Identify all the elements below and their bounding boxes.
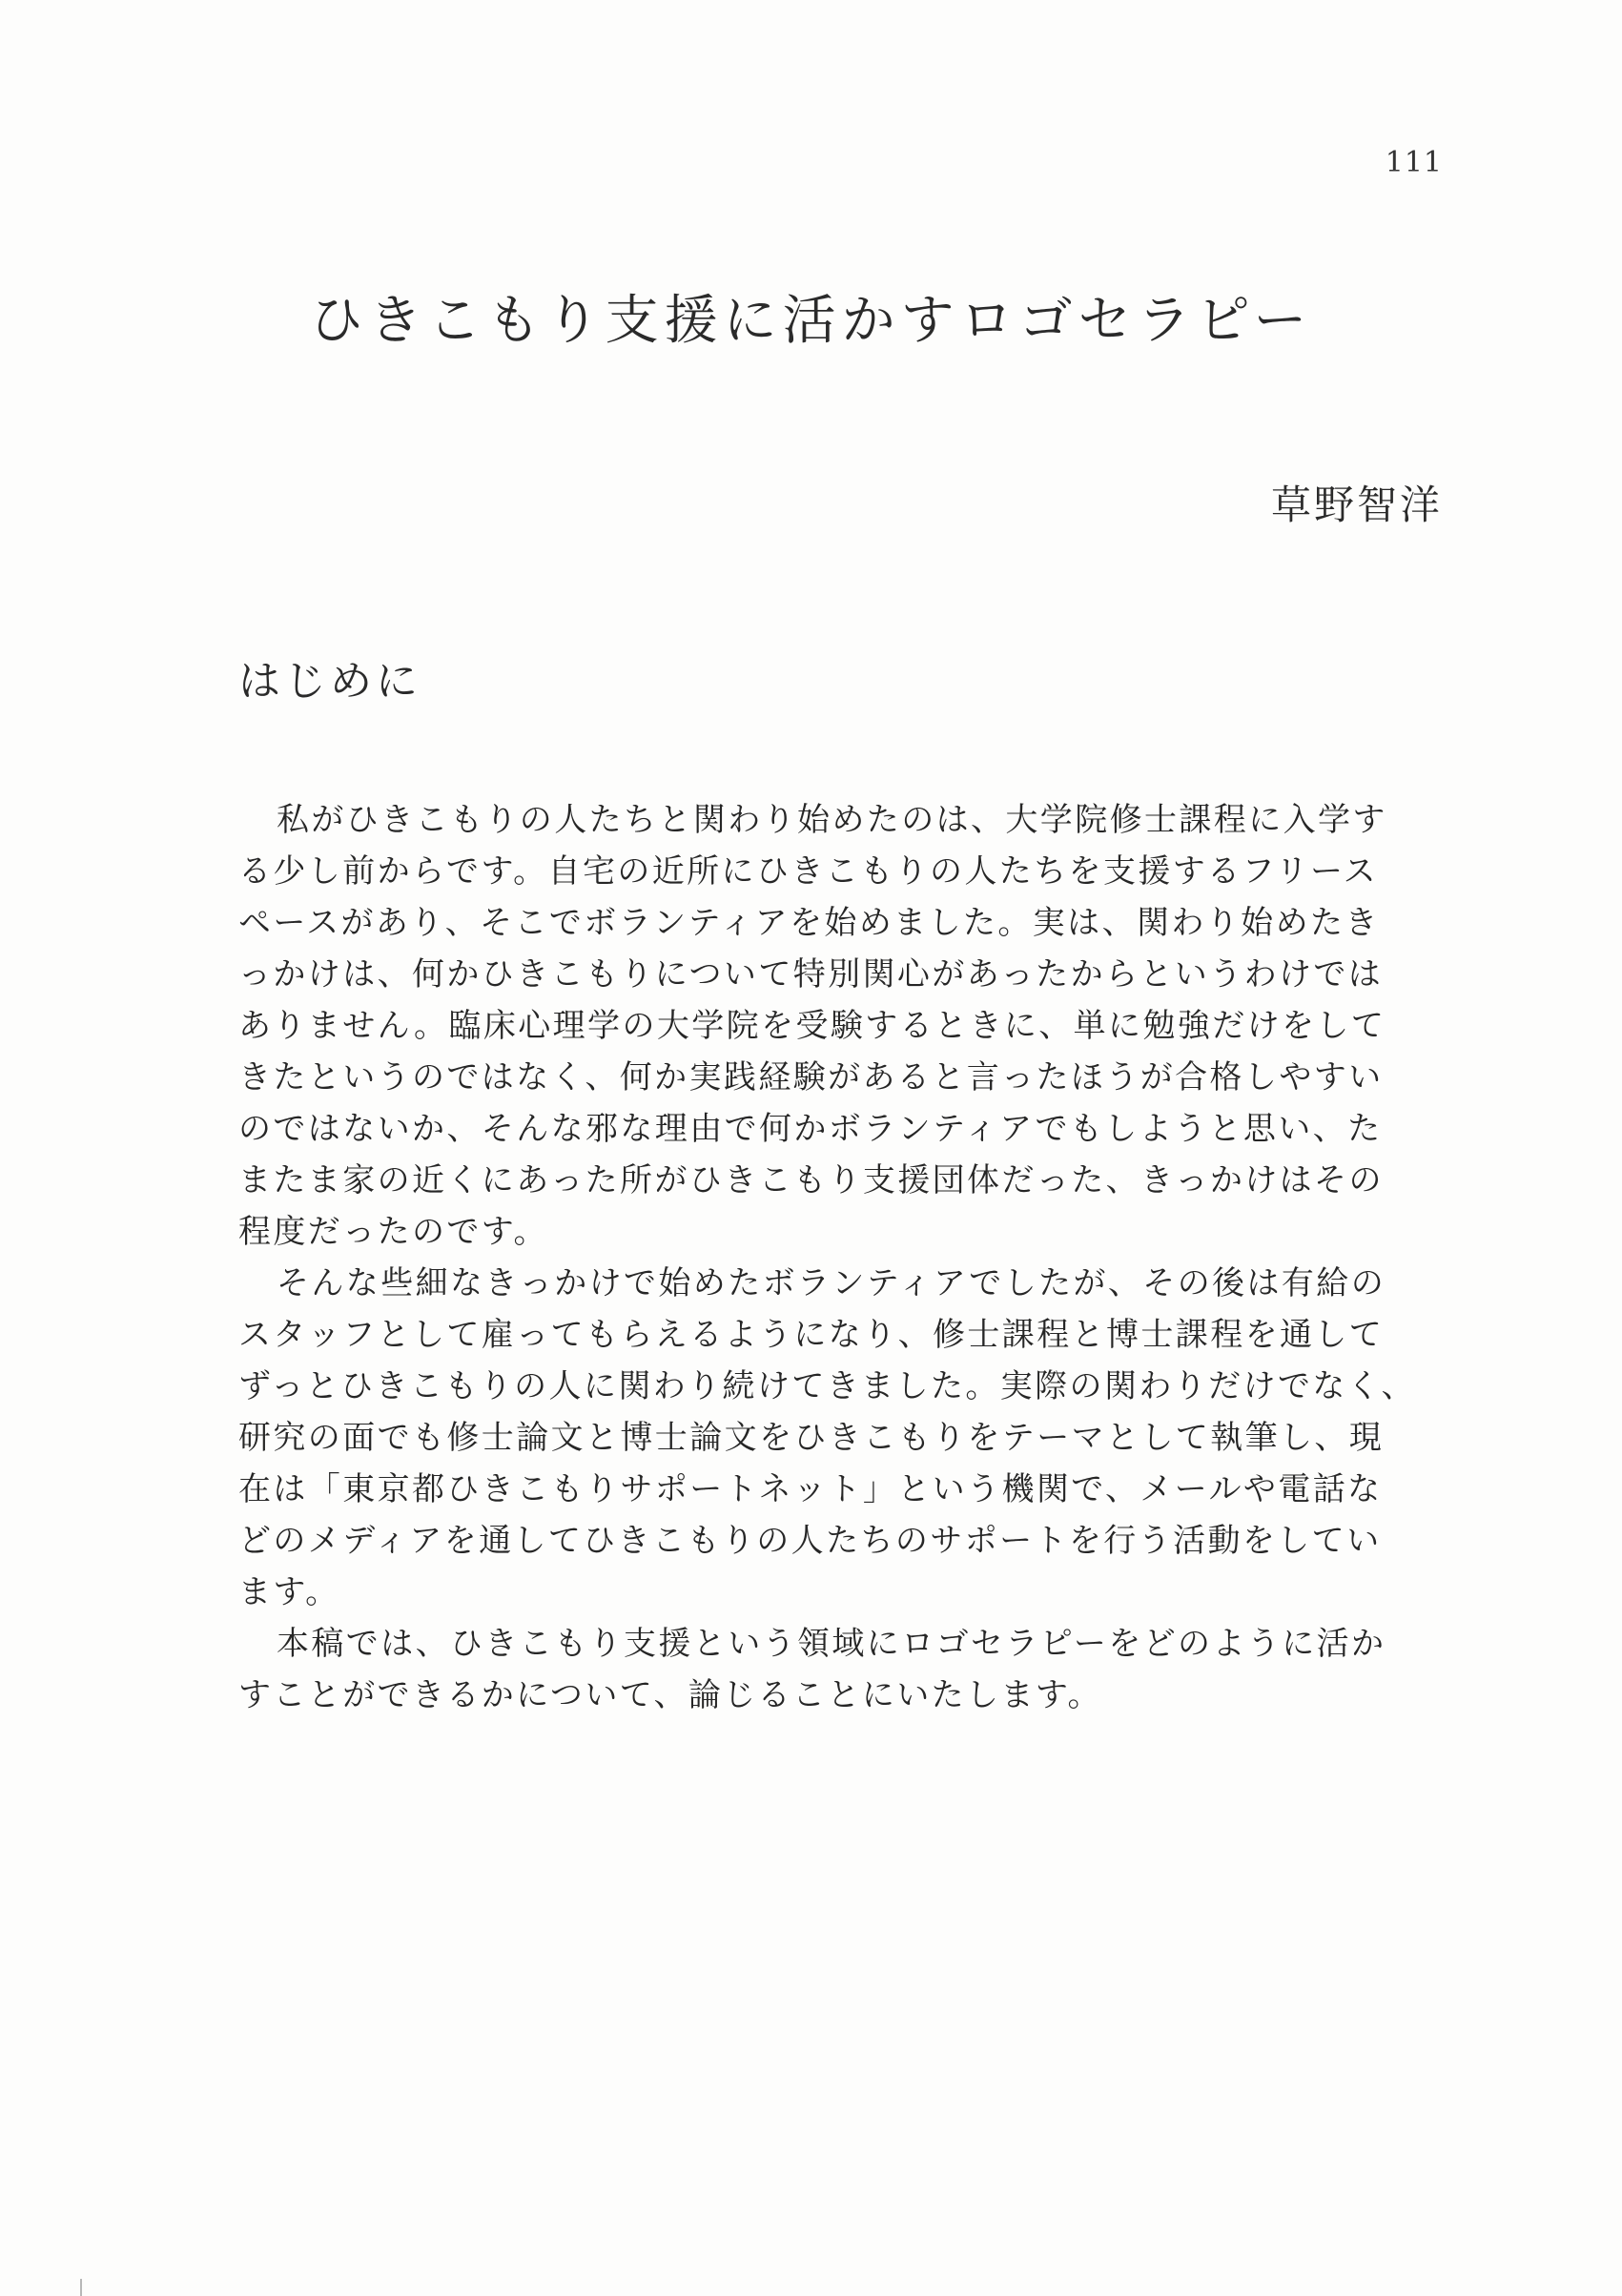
body-line: 在は「東京都ひきこもりサポートネット」という機関で、メールや電話な: [238, 1470, 1383, 1508]
body-line: っかけは、何かひきこもりについて特別関心があったからというわけでは: [238, 955, 1384, 994]
body-line: 研究の面でも修士論文と博士論文をひきこもりをテーマとして執筆し、現: [238, 1419, 1385, 1457]
body-line: る少し前からです。自宅の近所にひきこもりの人たちを支援するフリース: [238, 852, 1379, 891]
body-line: ペースがあり、そこでボランティアを始めました。実は、関わり始めたき: [238, 904, 1380, 942]
author-name: 草野智洋: [1270, 482, 1443, 528]
page-number: 111: [1385, 146, 1443, 179]
margin-tick-mark: [80, 2279, 82, 2296]
body-line: またま家の近くにあった所がひきこもり支援団体だった、きっかけはその: [238, 1161, 1384, 1199]
body-line: スタッフとして雇ってもらえるようになり、修士課程と博士課程を通して: [238, 1316, 1385, 1354]
body-line: ありません。臨床心理学の大学院を受験するときに、単に勉強だけをして: [238, 1007, 1386, 1045]
body-line: 私がひきこもりの人たちと関わり始めたのは、大学院修士課程に入学す: [277, 801, 1387, 839]
body-line: そんな些細なきっかけで始めたボランティアでしたが、その後は有給の: [277, 1264, 1386, 1302]
body-line: どのメディアを通してひきこもりの人たちのサポートを行う活動をしてい: [238, 1522, 1382, 1560]
body-line: 程度だったのです。: [238, 1213, 548, 1251]
section-heading: はじめに: [238, 657, 421, 706]
article-title: ひきこもり支援に活かすロゴセラピー: [309, 290, 1313, 352]
body-text: [238, 794, 1459, 1721]
body-line: のではないか、そんな邪な理由で何かボランティアでもしようと思い、た: [238, 1110, 1383, 1148]
body-line: ます。: [238, 1573, 340, 1611]
body-line: すことができるかについて、論じることにいたします。: [238, 1676, 1102, 1714]
body-line: 本稿では、ひきこもり支援という領域にロゴセラピーをどのように活か: [277, 1625, 1386, 1663]
body-line: ずっとひきこもりの人に関わり続けてきました。実際の関わりだけでなく、: [238, 1367, 1416, 1405]
body-line: きたというのではなく、何か実践経験があると言ったほうが合格しやすい: [238, 1058, 1384, 1097]
